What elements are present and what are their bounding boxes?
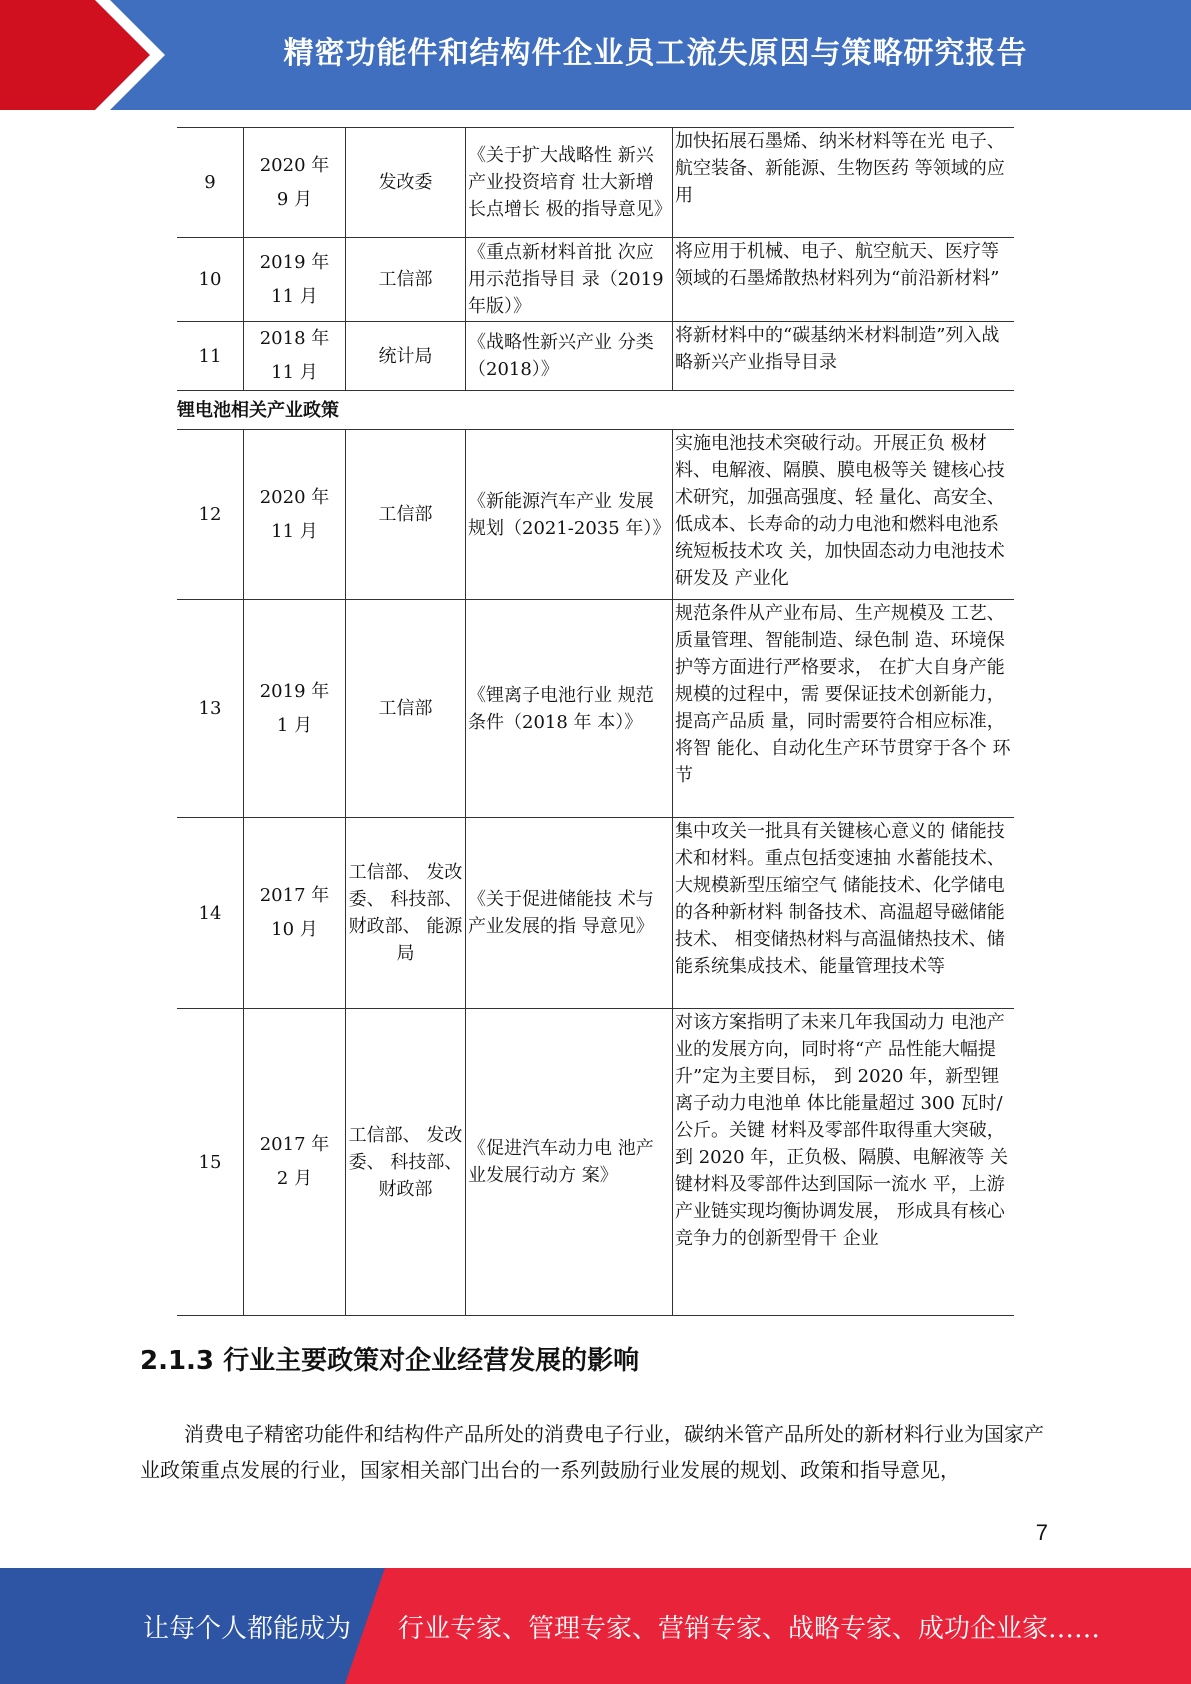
row-description: 对该方案指明了未来几年我国动力 电池产业的发展方向，同时将“产 品性能大幅提升”定为主要目标， 到 2020 年，新型锂离子动力电池单 体比能量超过 300 瓦时/公斤。关键 材料及零部件取得重大突破，到 2020 年，正负极、隔膜、电解液等 关键材料及零部件达到国际一流水 平，上游产业链实现均衡协调发展， 形成具有核心竞争力的创新型骨干 企业 — [673, 1009, 1015, 1316]
row-description: 将新材料中的“碳基纳米材料制造”列入战略新兴产业指导目录 — [673, 322, 1015, 391]
page-footer — [0, 1568, 1191, 1684]
row-number: 13 — [177, 600, 244, 818]
row-document: 《战略性新兴产业 分类（2018）》 — [466, 322, 673, 391]
row-date: 2020 年 9 月 — [244, 128, 346, 238]
row-document: 《关于扩大战略性 新兴产业投资培育 壮大新增长点增长 极的指导意见》 — [466, 128, 673, 238]
table-row — [177, 322, 1014, 391]
row-date: 2017 年 10 月 — [244, 818, 346, 1009]
row-department: 工信部 — [346, 600, 466, 818]
body-paragraph: 消费电子精密功能件和结构件产品所处的消费电子行业，碳纳米管产品所处的新材料行业为国家产业政策重点发展的行业，国家相关部门出台的一系列鼓励行业发展的规划、政策和指导意见， — [140, 1422, 1044, 1482]
row-date: 2019 年 11 月 — [244, 238, 346, 322]
table-row — [177, 128, 1014, 238]
row-department: 工信部、 发改委、 科技部、 财政部、 能源局 — [346, 818, 466, 1009]
row-description: 规范条件从产业布局、生产规模及 工艺、质量管理、智能制造、绿色制 造、环境保护等方面进行严格要求， 在扩大自身产能规模的过程中，需 要保证技术创新能力，提高产品质 量，同时需要符合相应标准，将智 能化、自动化生产环节贯穿于各个 环节 — [673, 600, 1015, 818]
table-row — [177, 818, 1014, 1009]
table-row — [177, 238, 1014, 322]
report-title: 精密功能件和结构件企业员工流失原因与策略研究报告 — [283, 36, 1028, 71]
row-number: 12 — [177, 430, 244, 600]
row-department: 发改委 — [346, 128, 466, 238]
row-description: 加快拓展石墨烯、纳米材料等在光 电子、航空装备、新能源、生物医药 等领域的应用 — [673, 128, 1015, 238]
row-description: 实施电池技术突破行动。开展正负 极材料、电解液、隔膜、膜电极等关 键核心技术研究，加强高强度、轻 量化、高安全、低成本、长寿命的动力电池和燃料电池系统短板技术攻 关，加快固态动力电池技术研发及 产业化 — [673, 430, 1015, 600]
row-number: 11 — [177, 322, 244, 391]
row-description: 将应用于机械、电子、航空航天、医疗等领域的石墨烯散热材料列为“前沿新材料” — [673, 238, 1015, 322]
table-row — [177, 1009, 1014, 1316]
page-header — [0, 0, 1191, 110]
row-document: 《关于促进储能技 术与产业发展的指 导意见》 — [466, 818, 673, 1009]
section-row — [177, 391, 1014, 430]
row-date: 2017 年 2 月 — [244, 1009, 346, 1316]
row-department: 工信部 — [346, 238, 466, 322]
row-number: 15 — [177, 1009, 244, 1316]
footer-slogan-right: 行业专家、管理专家、营销专家、战略专家、成功企业家…… — [398, 1614, 1101, 1644]
table-row — [177, 600, 1014, 818]
row-department: 工信部、 发改委、 科技部、 财政部 — [346, 1009, 466, 1316]
row-description: 集中攻关一批具有关键核心意义的 储能技术和材料。重点包括变速抽 水蓄能技术、大规模新型压缩空气 储能技术、化学储电的各种新材料 制备技术、高温超导磁储能技术、 相变储热材料与高温储热技术、储 能系统集成技术、能量管理技术等 — [673, 818, 1015, 1009]
policy-table — [177, 127, 1014, 1316]
row-document: 《新能源汽车产业 发展规划（2021-2035 年）》 — [466, 430, 673, 600]
row-document: 《锂离子电池行业 规范条件（2018 年 本）》 — [466, 600, 673, 818]
footer-slogan-left: 让每个人都能成为 — [143, 1614, 352, 1644]
row-department: 统计局 — [346, 322, 466, 391]
row-number: 10 — [177, 238, 244, 322]
page-number: 7 — [1035, 1520, 1048, 1545]
row-number: 9 — [177, 128, 244, 238]
table-row — [177, 430, 1014, 600]
row-date: 2019 年 1 月 — [244, 600, 346, 818]
row-date: 2018 年 11 月 — [244, 322, 346, 391]
section-heading: 2.1.3 行业主要政策对企业经营发展的影响 — [140, 1346, 640, 1376]
row-document: 《重点新材料首批 次应用示范指导目 录（2019 年版）》 — [466, 238, 673, 322]
row-document: 《促进汽车动力电 池产业发展行动方 案》 — [466, 1009, 673, 1316]
row-date: 2020 年 11 月 — [244, 430, 346, 600]
section-label: 锂电池相关产业政策 — [177, 391, 1014, 430]
row-department: 工信部 — [346, 430, 466, 600]
row-number: 14 — [177, 818, 244, 1009]
